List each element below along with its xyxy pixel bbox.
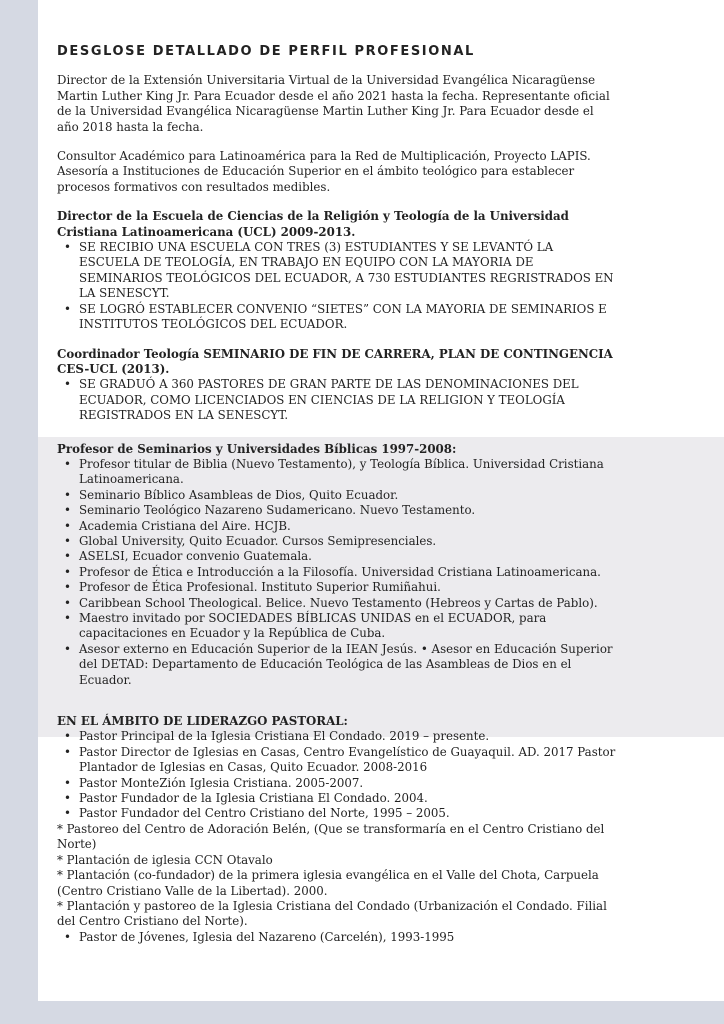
intro-paragraph-1: Director de la Extensión Universitaria Virtual de la Universidad Evangélica Nicaragüense Martin Luther King Jr. Para Ecuador desde el año 2021 hasta la fecha. Representante oficial de la Universidad Evangélica Nicaragüense Martin Luther King Jr. Para Ecuador desde el año 2018 hasta la fecha. [57,73,610,134]
profesor-list [57,457,617,688]
list-item: • SE LOGRÓ ESTABLECER CONVENIO “SIETES” CON LA MAYORIA DE SEMINARIOS E INSTITUTOS TEOLÓGICOS DEL ECUADOR. [79,302,617,333]
list-item: • SE GRADUÓ A 360 PASTORES DE GRAN PARTE DE LAS DENOMINACIONES DEL ECUADOR, COMO LICENCIADOS EN CIENCIAS DE LA RELIGION Y TEOLOGÍA REGISTRADOS EN LA SENESCYT. [79,377,617,423]
list-item: • Profesor de Ética Profesional. Instituto Superior Rumiñahui. [79,580,617,595]
list-item: • Pastor Fundador del Centro Cristiano del Norte, 1995 – 2005. [79,806,617,821]
list-item: • SE RECIBIO UNA ESCUELA CON TRES (3) ESTUDIANTES Y SE LEVANTÓ LA ESCUELA DE TEOLOGÍA, EN TRABAJO EN EQUIPO CON LA MAYORIA DE SEMINARIOS TEOLÓGICOS DEL ECUADOR, A 730 ESTUDIANTES REGRISTRADOS EN LA SENESCYT. [79,240,617,302]
list-item: • Pastor Director de Iglesias en Casas, Centro Evangelístico de Guayaquil. AD. 2017 Pastor Plantador de Iglesias en Casas, Quito Ecuador. 2008-2016 [79,745,617,776]
pastoral-list [57,729,617,821]
list-item: • Pastor Principal de la Iglesia Cristiana El Condado. 2019 – presente. [79,729,617,744]
page-bottom-strip [0,1001,724,1024]
section-seminario [57,347,617,424]
pastoral-note: * Pastoreo del Centro de Adoración Belén, (Que se transformaría en el Centro Cristiano del Norte) [57,821,605,852]
pastoral-last-list [57,930,617,945]
list-item: • Asesor externo en Educación Superior de la IEAN Jesús. • Asesor en Educación Superior del DETAD: Departamento de Educación Teológica de las Asambleas de Dios en el Ecuador. [79,642,617,688]
profesor-heading: Profesor de Seminarios y Universidades Bíblicas 1997-2008: [57,441,457,456]
intro-paragraph-2: Consultor Académico para Latinoamérica para la Red de Multiplicación, Proyecto LAPIS. Asesoría a Instituciones de Educación Superior en el ámbito teológico para establecer procesos formativos con resultados medibles. [57,149,591,194]
ucl-list [57,240,617,332]
section-profesor [57,442,617,689]
list-item: • Profesor titular de Biblia (Nuevo Testamento), y Teología Bíblica. Universidad Cristiana Latinoamericana. [79,457,617,488]
list-item: • Pastor Fundador de la Iglesia Cristiana El Condado. 2004. [79,791,617,806]
seminario-list [57,377,617,423]
ucl-heading: Director de la Escuela de Ciencias de la Religión y Teología de la Universidad Cristiana Latinoamericana (UCL) 2009-2013. [57,209,569,239]
list-item: • Profesor de Ética e Introducción a la Filosofía. Universidad Cristiana Latinoamericana. [79,565,617,580]
pastoral-heading: EN EL ÁMBITO DE LIDERAZGO PASTORAL: [57,714,348,729]
list-item: • ASELSI, Ecuador convenio Guatemala. [79,549,617,564]
pastoral-note: * Plantación (co-fundador) de la primera iglesia evangélica en el Valle del Chota, Carpuela (Centro Cristiano Valle de la Libertad). 2000. [57,868,599,898]
list-item: • Caribbean School Theological. Belice. Nuevo Testamento (Hebreos y Cartas de Pablo). [79,596,617,611]
list-item: • Seminario Teológico Nazareno Sudamericano. Nuevo Testamento. [79,503,617,518]
seminario-heading: Coordinador Teología SEMINARIO DE FIN DE CARRERA, PLAN DE CONTINGENCIA CES-UCL (2013). [57,346,613,376]
list-item: • Academia Cristiana del Aire. HCJB. [79,519,617,534]
list-item: • Global University, Quito Ecuador. Cursos Semipresenciales. [79,534,617,549]
section-pastoral [57,714,617,945]
page-title: DESGLOSE DETALLADO DE PERFIL PROFESIONAL [57,44,475,59]
list-item: • Pastor de Jóvenes, Iglesia del Nazareno (Carcelén), 1993-1995 [79,930,617,945]
pastoral-note: * Plantación de iglesia CCN Otavalo [57,852,273,867]
list-item: • Pastor MonteZión Iglesia Cristiana. 2005-2007. [79,776,617,791]
section-ucl [57,209,617,332]
list-item: • Maestro invitado por SOCIEDADES BÍBLICAS UNIDAS en el ECUADOR, para capacitaciones en Ecuador y la República de Cuba. [79,611,617,642]
list-item: • Seminario Bíblico Asambleas de Dios, Quito Ecuador. [79,488,617,503]
pastoral-note: * Plantación y pastoreo de la Iglesia Cristiana del Condado (Urbanización el Condado. Filial del Centro Cristiano del Norte). [57,898,607,929]
document-content [57,40,617,945]
